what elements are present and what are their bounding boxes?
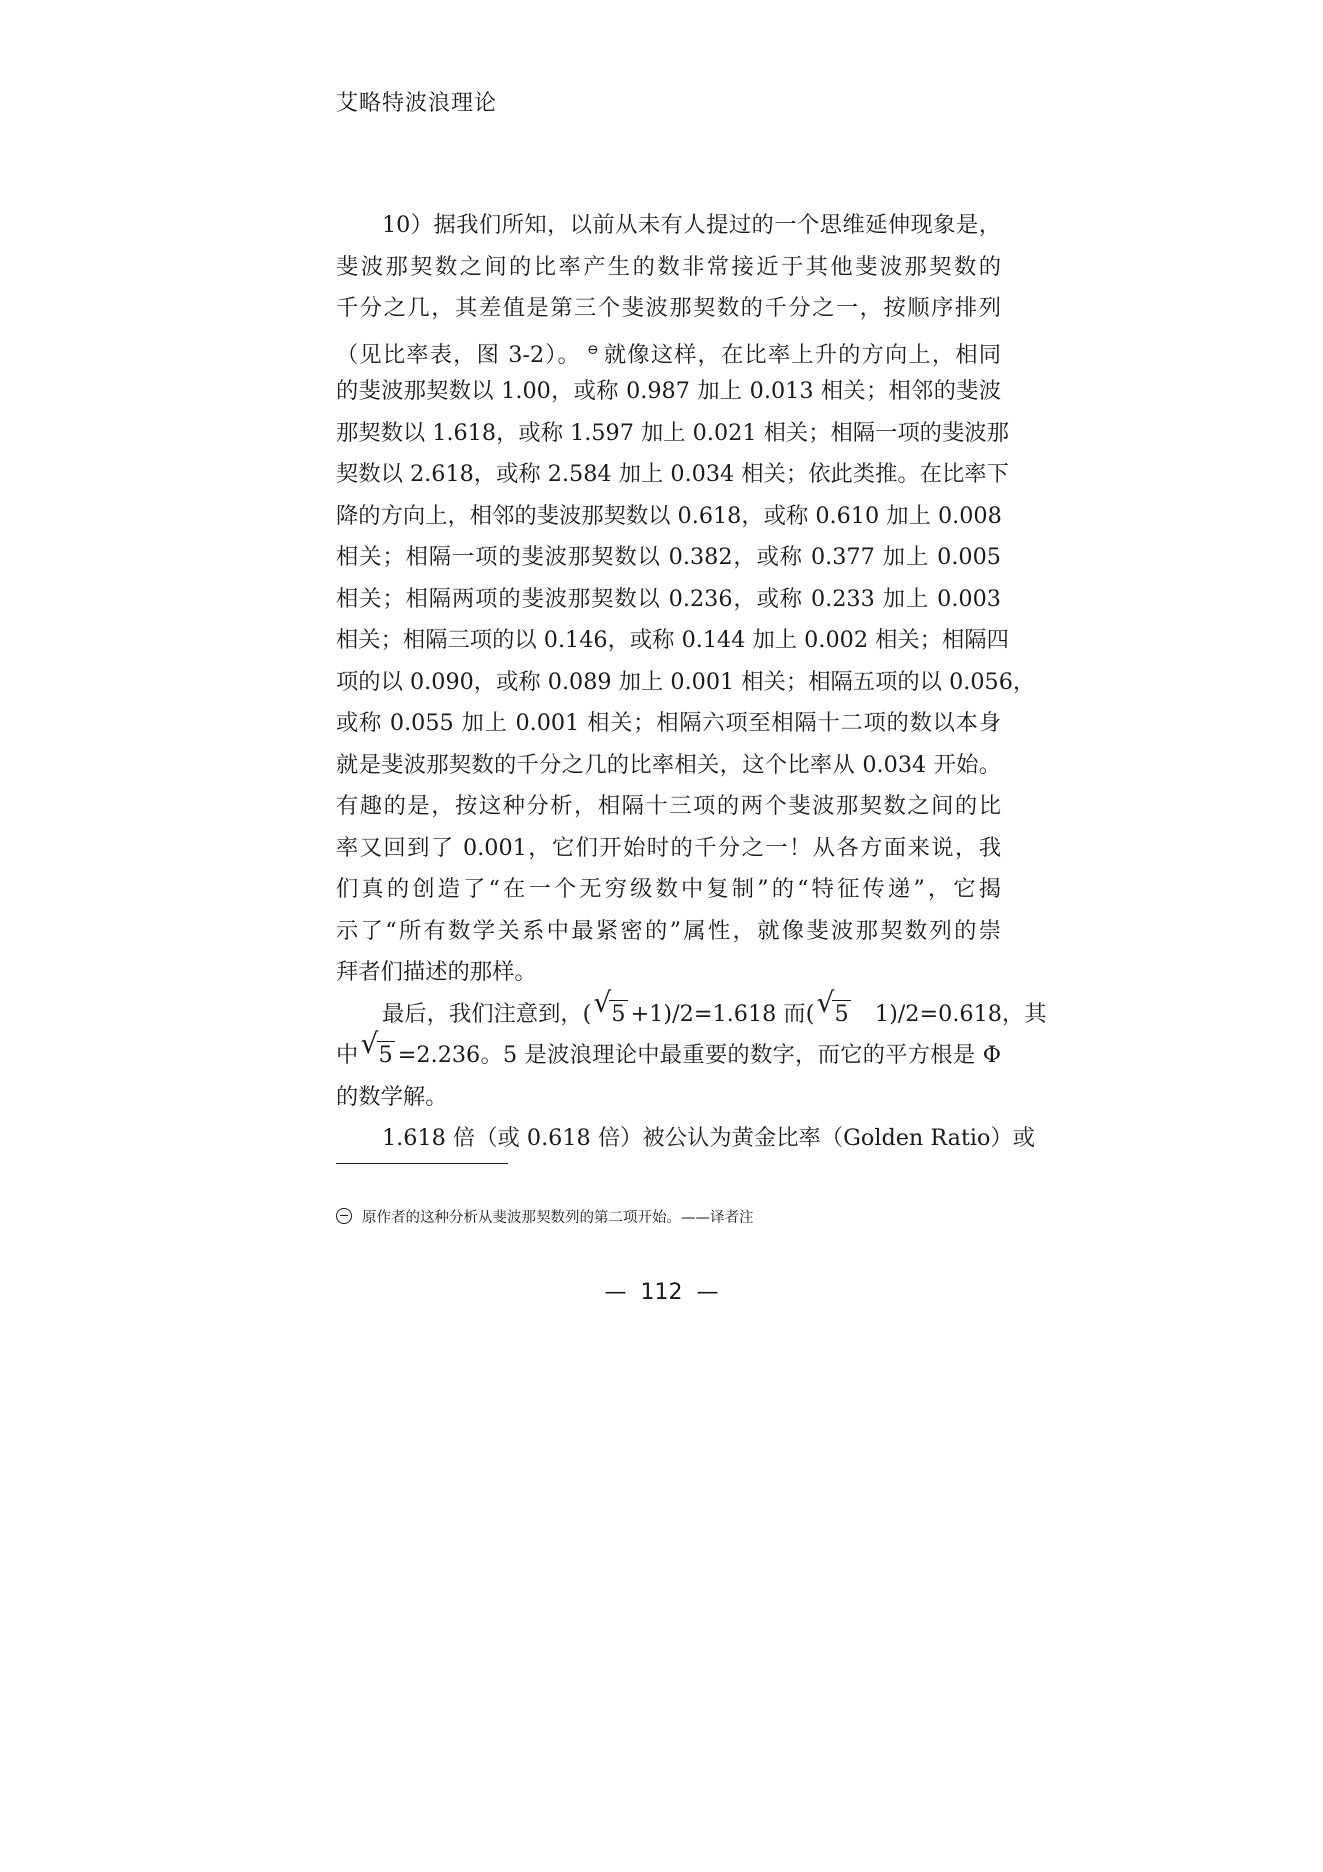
sqrt-five bbox=[360, 1027, 395, 1077]
paragraph-line: 示了“所有数学关系中最紧密的”属性，就像斐波那契数列的崇 bbox=[336, 917, 1001, 944]
sqrt-five bbox=[816, 985, 850, 1036]
formula-line bbox=[336, 985, 1047, 1036]
footnote-divider bbox=[336, 1163, 508, 1164]
paragraph-line: 项的以 0.090，或称 0.089 加上 0.001 相关；相隔五项的以 0.056， bbox=[336, 668, 1036, 695]
paragraph-line: 拜者们描述的那样。 bbox=[336, 959, 537, 985]
radicand: 5 bbox=[378, 1042, 393, 1068]
sqrt-five bbox=[593, 985, 627, 1036]
footnote bbox=[336, 1206, 1016, 1227]
paragraph-line: 就是斐波那契数的千分之几的比率相关，这个比率从 0.034 开始。 bbox=[336, 751, 1001, 778]
formula-part-two: 1)/2=0.618，其 bbox=[874, 1000, 1047, 1027]
paragraph-line-with-footnote-ref bbox=[336, 330, 1001, 372]
paragraph-line: 契数以 2.618，或称 2.584 加上 0.034 相关；依此类推。在比率下 bbox=[336, 461, 1009, 487]
radicand: 5 bbox=[834, 1000, 849, 1027]
footnote-ref-icon[interactable]: ⊖ bbox=[586, 341, 599, 358]
radical-sign-icon: √ bbox=[816, 985, 835, 1019]
radical-sign-icon: √ bbox=[593, 985, 612, 1019]
paragraph-line-rest: 就像这样，在比率上升的方向上，相同 bbox=[602, 341, 1001, 368]
page-number-value: 112 bbox=[640, 1280, 683, 1305]
page-number-dash: — bbox=[696, 1280, 719, 1305]
running-head: 艾略特波浪理论 bbox=[336, 91, 498, 116]
paragraph-line-start: （见比率表，图 3-2）。 bbox=[336, 341, 581, 368]
paragraph-line: 有趣的是，按这种分析，相隔十三项的两个斐波那契数之间的比 bbox=[336, 793, 1001, 819]
paragraph-line: 千分之几，其差值是第三个斐波那契数的千分之一，按顺序排列 bbox=[336, 295, 1001, 321]
circled-minus-icon bbox=[336, 1208, 352, 1224]
sqrt-line-suffix: =2.236。5 是波浪理论中最重要的数字，而它的平方根是 Φ bbox=[397, 1042, 1001, 1068]
formula-prefix: 最后，我们注意到，( bbox=[382, 1000, 592, 1027]
body-text bbox=[336, 205, 1047, 1160]
paragraph-line: 斐波那契数之间的比率产生的数非常接近于其他斐波那契数的 bbox=[336, 253, 1001, 280]
paragraph-line: 10）据我们所知，以前从未有人提过的一个思维延伸现象是， bbox=[382, 212, 1001, 238]
radical-sign-icon: √ bbox=[360, 1027, 379, 1060]
paragraph-line: 那契数以 1.618，或称 1.597 加上 0.021 相关；相隔一项的斐波那 bbox=[336, 419, 1009, 446]
paragraph-line: 相关；相隔三项的以 0.146，或称 0.144 加上 0.002 相关；相隔四 bbox=[336, 627, 1009, 653]
paragraph-line: 1.618 倍（或 0.618 倍）被公认为黄金比率（Golden Ratio）或 bbox=[382, 1125, 1036, 1151]
sqrt-line-prefix: 中 bbox=[336, 1042, 359, 1068]
paragraph-line: 或称 0.055 加上 0.001 相关；相隔六项至相隔十二项的数以本身 bbox=[336, 710, 1001, 736]
page-number-dash: — bbox=[604, 1280, 627, 1305]
paragraph-line: 相关；相隔两项的斐波那契数以 0.236，或称 0.233 加上 0.003 bbox=[336, 585, 1001, 612]
page-number bbox=[0, 1280, 1323, 1305]
paragraph-line: 降的方向上，相邻的斐波那契数以 0.618，或称 0.610 加上 0.008 bbox=[336, 502, 1002, 529]
paragraph-line: 的数学解。 bbox=[336, 1083, 448, 1110]
paragraph-line: 相关；相隔一项的斐波那契数以 0.382，或称 0.377 加上 0.005 bbox=[336, 544, 1001, 570]
paragraph-line: 率又回到了 0.001，它们开始时的千分之一！从各方面来说，我 bbox=[336, 834, 1001, 861]
formula-part-one: +1)/2=1.618 而( bbox=[630, 1000, 815, 1027]
footnote-text: 原作者的这种分析从斐波那契数列的第二项开始。——译者注 bbox=[362, 1210, 754, 1226]
paragraph-line: 的斐波那契数以 1.00，或称 0.987 加上 0.013 相关；相邻的斐波 bbox=[336, 378, 1001, 404]
radicand: 5 bbox=[611, 1000, 626, 1027]
sqrt-value-line bbox=[336, 1027, 1001, 1077]
paragraph-line: 们真的创造了“在一个无穷级数中复制”的“特征传递”，它揭 bbox=[336, 876, 1001, 902]
